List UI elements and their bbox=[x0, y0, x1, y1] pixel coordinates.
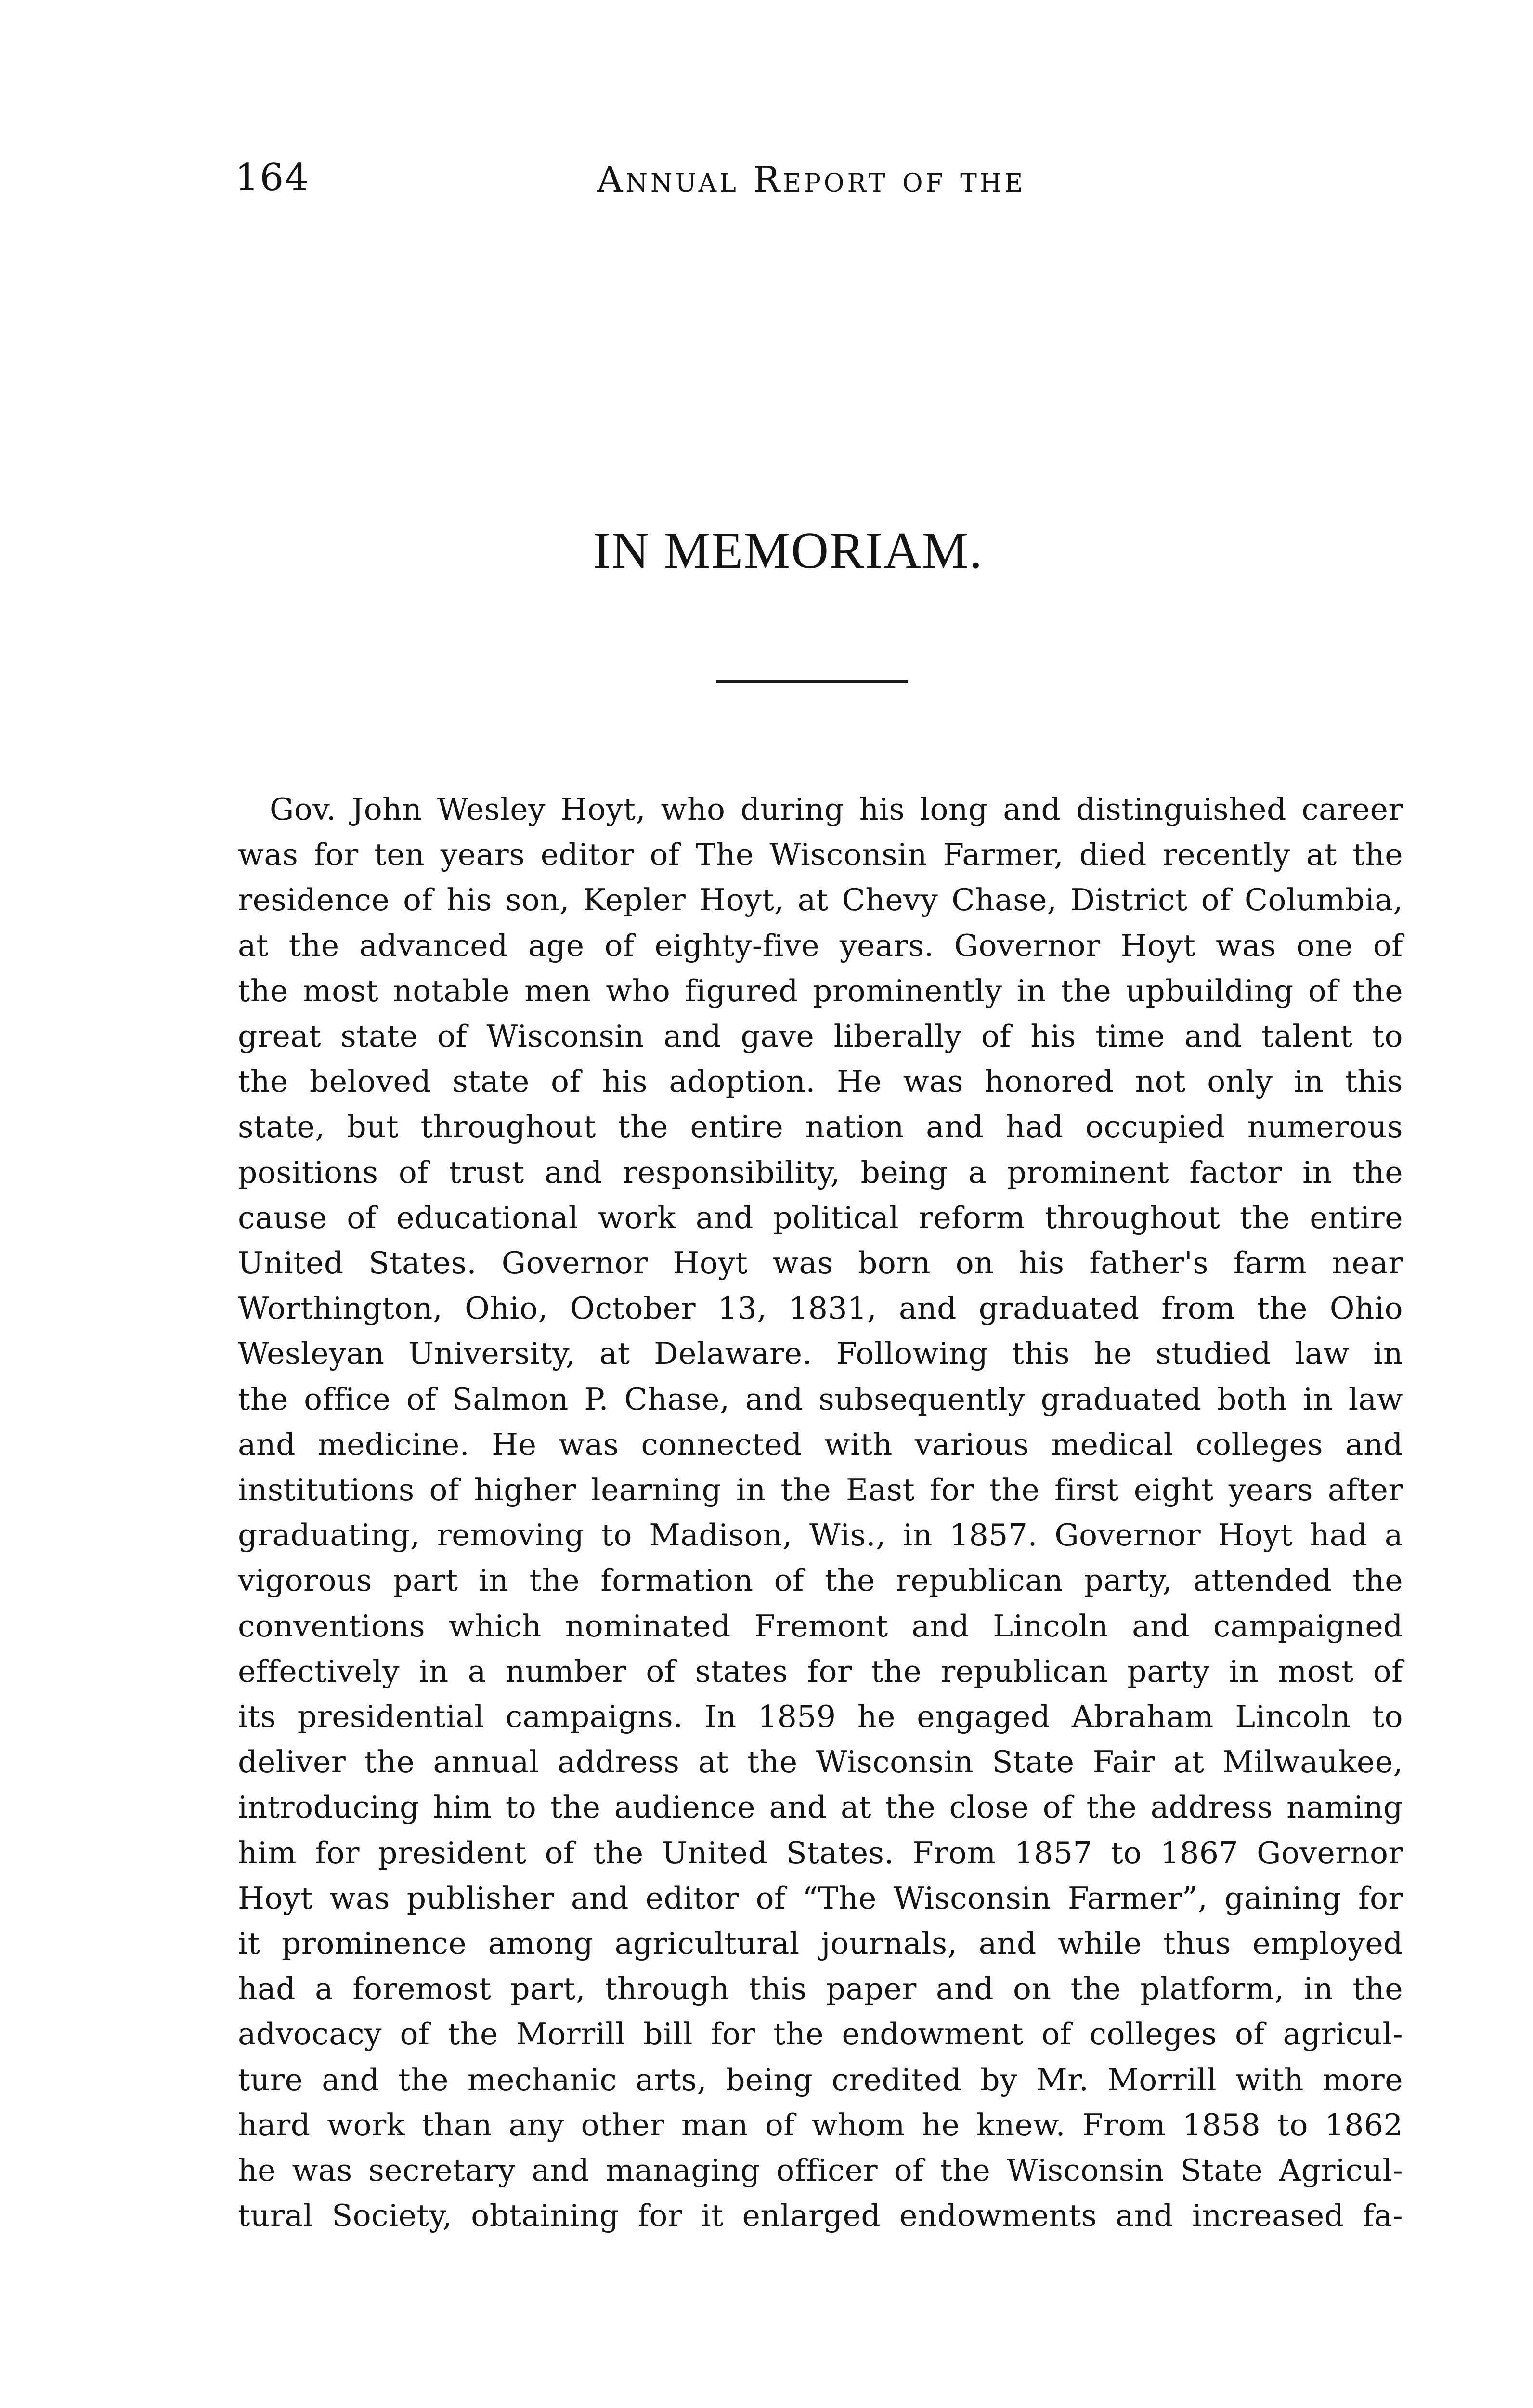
text-line: positions of trust and responsibility, being a prominent factor in the bbox=[238, 1154, 1403, 1190]
text-line: ture and the mechanic arts, being credited by Mr. Morrill with more bbox=[238, 2062, 1403, 2097]
text-line: its presidential campaigns. In 1859 he engaged Abraham Lincoln to bbox=[238, 1699, 1403, 1735]
title-rule-divider bbox=[716, 680, 908, 683]
text-line: introducing him to the audience and at the close of the address naming bbox=[238, 1790, 1403, 1825]
running-head: Annual Report of the bbox=[597, 159, 1026, 200]
text-line: effectively in a number of states for the republican party in most of bbox=[238, 1653, 1403, 1689]
text-line: residence of his son, Kepler Hoyt, at Chevy Chase, District of Columbia, bbox=[238, 882, 1403, 918]
text-line: the beloved state of his adoption. He was honored not only in this bbox=[238, 1064, 1403, 1099]
text-line: advocacy of the Morrill bill for the endowment of colleges of agricul- bbox=[238, 2016, 1403, 2052]
text-line: hard work than any other man of whom he knew. From 1858 to 1862 bbox=[238, 2107, 1403, 2143]
article-body bbox=[238, 787, 1403, 2239]
text-line: conventions which nominated Fremont and Lincoln and campaigned bbox=[238, 1608, 1403, 1644]
text-line: it prominence among agricultural journals, and while thus employed bbox=[238, 1926, 1403, 1962]
text-line: graduating, removing to Madison, Wis., in 1857. Governor Hoyt had a bbox=[238, 1518, 1403, 1553]
text-line: Hoyt was publisher and editor of “The Wisconsin Farmer”, gaining for bbox=[238, 1880, 1403, 1916]
text-line: he was secretary and managing officer of the Wisconsin State Agricul- bbox=[238, 2153, 1403, 2188]
text-line: and medicine. He was connected with various medical colleges and bbox=[238, 1426, 1403, 1462]
text-line: the most notable men who figured prominently in the upbuilding of the bbox=[238, 973, 1403, 1008]
text-line: vigorous part in the formation of the republican party, attended the bbox=[238, 1563, 1403, 1598]
text-line: had a foremost part, through this paper and on the platform, in the bbox=[238, 1971, 1403, 2007]
text-line: great state of Wisconsin and gave liberally of his time and talent to bbox=[238, 1019, 1403, 1054]
text-line: at the advanced age of eighty-five years. Governor Hoyt was one of bbox=[238, 928, 1403, 963]
text-line: cause of educational work and political reform throughout the entire bbox=[238, 1200, 1403, 1235]
page-number: 164 bbox=[235, 156, 310, 199]
text-line: state, but throughout the entire nation and had occupied numerous bbox=[238, 1109, 1403, 1145]
page-title: IN MEMORIAM. bbox=[593, 522, 983, 579]
text-line: United States. Governor Hoyt was born on his father's farm near bbox=[238, 1245, 1403, 1281]
text-line: the office of Salmon P. Chase, and subsequently graduated both in law bbox=[238, 1381, 1403, 1417]
text-line: institutions of higher learning in the East for the first eight years after bbox=[238, 1472, 1403, 1508]
text-line: Gov. John Wesley Hoyt, who during his long and distinguished career bbox=[270, 792, 1403, 827]
text-line: tural Society, obtaining for it enlarged endowments and increased fa- bbox=[238, 2198, 1403, 2234]
text-line: was for ten years editor of The Wisconsin Farmer, died recently at the bbox=[238, 837, 1403, 873]
text-line: Worthington, Ohio, October 13, 1831, and graduated from the Ohio bbox=[238, 1291, 1403, 1326]
text-line: Wesleyan University, at Delaware. Following this he studied law in bbox=[238, 1336, 1403, 1372]
text-line: deliver the annual address at the Wisconsin State Fair at Milwaukee, bbox=[238, 1744, 1403, 1780]
text-line: him for president of the United States. From 1857 to 1867 Governor bbox=[238, 1835, 1403, 1871]
